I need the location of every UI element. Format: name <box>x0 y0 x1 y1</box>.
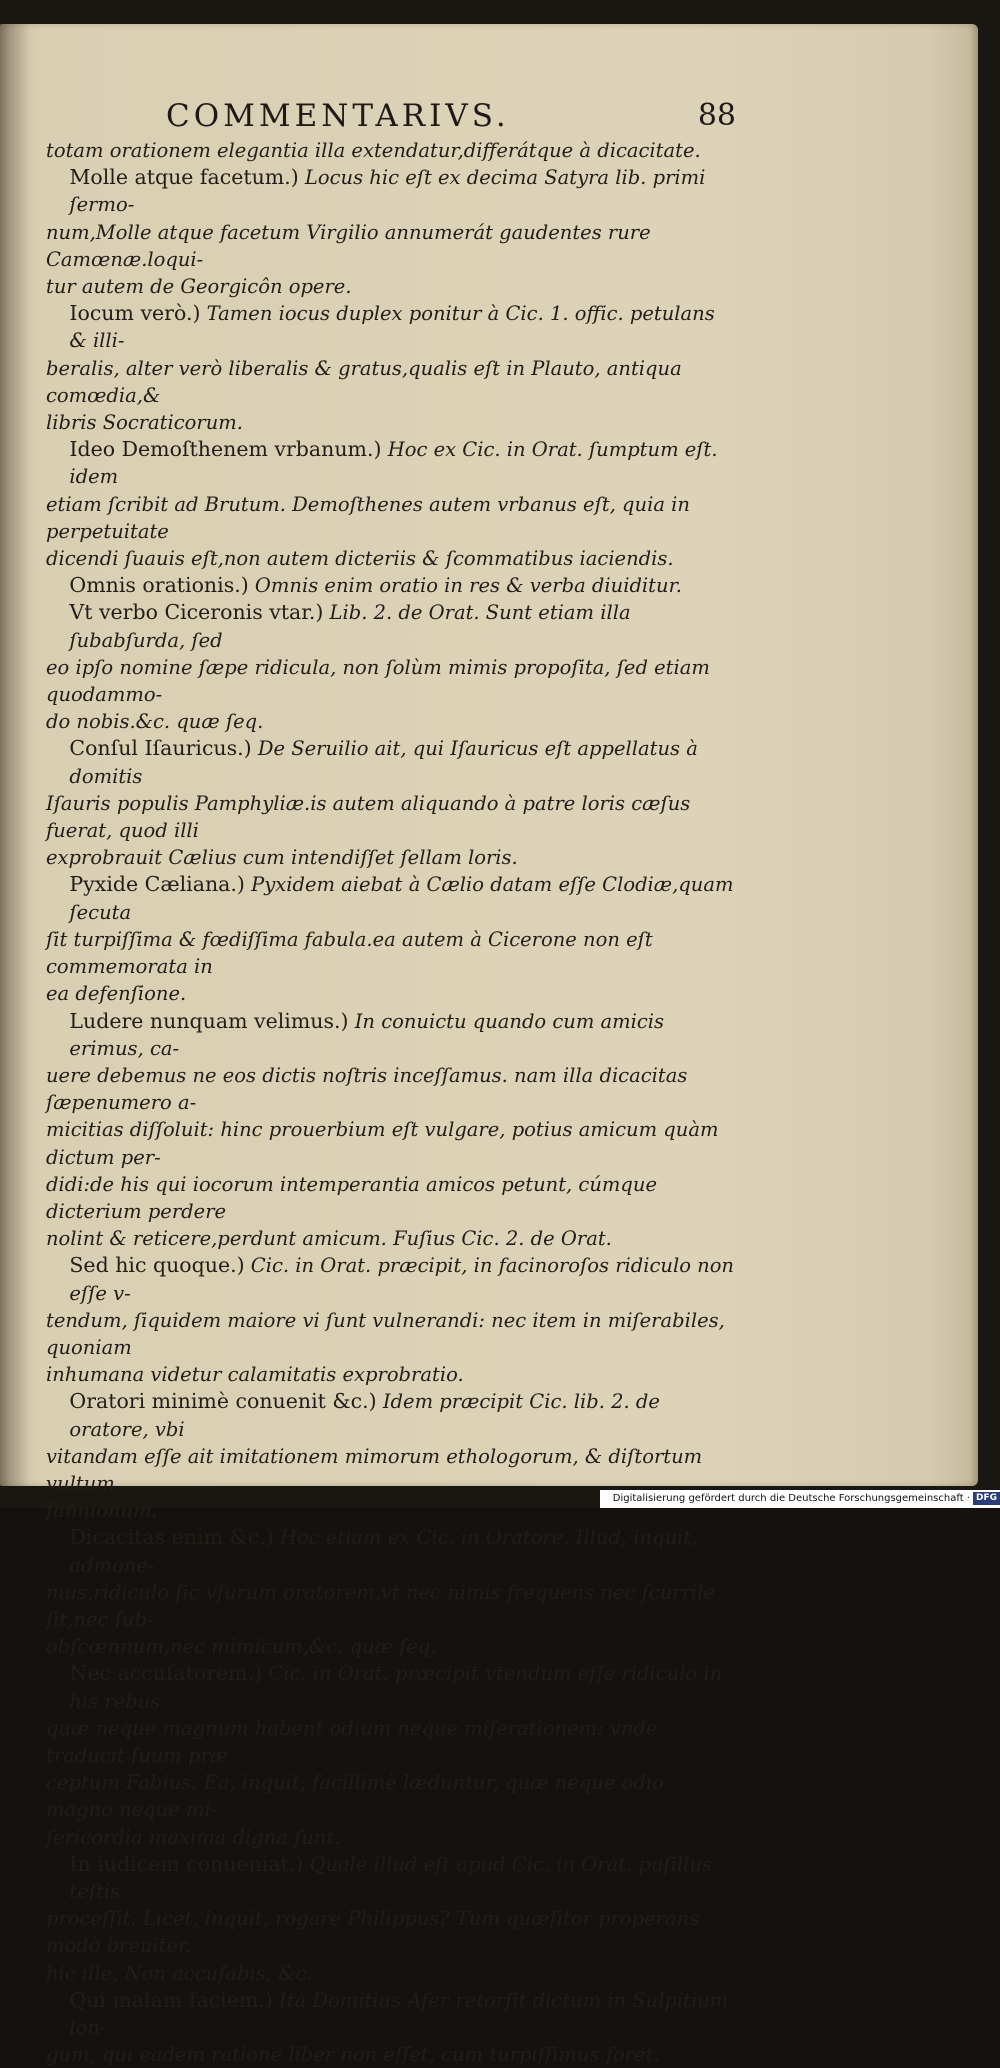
commentary: ea defenſione. <box>46 982 187 1006</box>
commentary: proceſſit. Licet, inquit, rogare Philippus? Tum quæſitor properans modò breuiter. <box>46 1907 700 1958</box>
lemma: Conſul Iſauricus.) <box>69 736 252 761</box>
text-line <box>46 273 736 300</box>
paragraph <box>46 599 736 735</box>
lemma: Vt verbo Ciceronis vtar.) <box>69 600 324 625</box>
paragraph <box>46 1660 736 1850</box>
text-line <box>46 1579 736 1633</box>
commentary: exprobrauit Cælius cum intendiſſet ſellam loris. <box>46 846 518 870</box>
text-line <box>46 1824 736 1851</box>
lemma: Iocum verò.) <box>69 301 201 326</box>
commentary: vitandam eſſe ait imitationem mimorum ethologorum, & diſtortum vultum <box>46 1444 703 1495</box>
text-line <box>46 708 736 735</box>
commentary: Ita Domitius Afer retorſit dictum in Sulpitium lon- <box>69 1988 729 2040</box>
text-line <box>46 1116 736 1170</box>
text-line <box>46 871 736 925</box>
paragraph <box>46 137 736 164</box>
paragraph <box>46 735 736 871</box>
lemma: Ideo Demoſthenem vrbanum.) <box>69 437 382 462</box>
commentary: hic ille, Non accuſabis, &c. <box>46 1961 313 1985</box>
commentary: beralis, alter verò liberalis & gratus,qualis eſt in Plauto, antiqua comœdia,& <box>46 356 682 407</box>
text-line <box>46 1361 736 1388</box>
commentary: eo ipſo nomine ſæpe ridicula, non ſolùm mimis propoſita, ſed etiam quodammo- <box>46 655 710 707</box>
text-line <box>46 1443 736 1497</box>
commentary: In conuictu quando cum amicis erimus, ca- <box>69 1009 665 1060</box>
text-line <box>46 1769 736 1823</box>
gutter-shadow <box>0 24 30 1486</box>
page-header <box>166 98 736 138</box>
paragraph <box>46 436 736 572</box>
commentary: obſcœnnum,nec mimicum,&c. quæ ſeq. <box>46 1635 437 1659</box>
running-title: COMMENTARIVS. <box>166 98 510 134</box>
commentary: micitias diſſoluit: hinc prouerbium eſt vulgare, potius amicum quàm dictum per- <box>46 1118 719 1169</box>
commentary: ſericordia maxima digna ſunt. <box>46 1825 341 1849</box>
text-line <box>46 2041 736 2068</box>
paragraph <box>46 1524 736 1660</box>
commentary: uere debemus ne eos dictis noſtris inceſſamus. nam illa dicacitas ſæpenumero a- <box>46 1063 688 1115</box>
commentary: etiam ſcribit ad Brutum. Demoſthenes autem vrbanus eſt, quia in perpetuitate <box>46 492 690 543</box>
text-line <box>46 790 736 844</box>
text-line <box>46 300 736 354</box>
lemma: Nec accuſatorem.) <box>69 1661 263 1686</box>
commentary: ceptum Fabius. Ea, inquit, facillimè læduntur, quæ neque odio magno neque mi- <box>46 1771 664 1822</box>
commentary: didi:de his qui iocorum intemperantia amicos petunt, cúmque dicterium perdere <box>46 1172 657 1223</box>
text-line <box>46 1905 736 1959</box>
text-line <box>46 926 736 980</box>
text-line <box>46 980 736 1007</box>
text-line <box>46 491 736 545</box>
lemma: Ludere nunquam velimus.) <box>69 1008 349 1033</box>
text-line <box>46 1987 736 2041</box>
paragraph <box>46 1851 736 1987</box>
commentary: nolint & reticere,perdunt amicum. Fuſius Cic. 2. de Orat. <box>46 1227 612 1251</box>
commentary: gum, qui eadem ratione liber non eſſet, cum turpiſſimus foret. <box>46 2043 660 2067</box>
commentary: Iſauris populis Pamphyliæ.is autem aliquando à patre loris cæſus fuerat, quod illi <box>46 791 691 843</box>
text-line <box>46 654 736 708</box>
text-line <box>46 844 736 871</box>
paragraph <box>46 164 736 300</box>
text-line <box>46 1388 736 1442</box>
text-line <box>46 1524 736 1578</box>
text-line <box>46 436 736 490</box>
paragraph <box>46 1008 736 1253</box>
lemma: Dicacitas enim &c.) <box>69 1525 274 1550</box>
commentary: inhumana videtur calamitatis exprobratio. <box>46 1363 464 1387</box>
commentary: Pyxidem aiebat à Cælio datam eſſe Clodiæ,quam ſecuta <box>69 873 734 924</box>
digitization-credit <box>600 1490 1000 1508</box>
text-line <box>46 1008 736 1062</box>
dfg-logo: DFG <box>973 1492 1000 1505</box>
paragraph <box>46 871 736 1007</box>
paragraph <box>46 1252 736 1388</box>
commentary: Idem præcipit Cic. lib. 2. de oratore, vbi <box>69 1390 660 1441</box>
commentary: do nobis.&c. quæ ſeq. <box>46 710 264 734</box>
lemma: Pyxide Cæliana.) <box>69 872 245 897</box>
page-number: 88 <box>697 98 736 133</box>
commentary: Lib. 2. de Orat. Sunt etiam illa ſubabſurda, ſed <box>69 601 631 652</box>
commentary: mus,ridiculo ſic vſurum oratorem,vt nec nimis frequens nec ſcurrile ſit,nec ſub- <box>46 1580 715 1631</box>
lemma: Oratori minimè conuenit &c.) <box>69 1389 377 1414</box>
paragraph <box>46 300 736 436</box>
commentary: Omnis enim oratio in res & verba diuiditur. <box>248 574 682 598</box>
lemma: Omnis orationis.) <box>69 573 249 598</box>
text-line <box>46 219 736 273</box>
commentary: tendum, ſiquidem maiore vi ſunt vulnerandi: nec item in miſerabiles, quoniam <box>46 1308 725 1359</box>
commentary: ſit turpiſſima & fœdiſſima fabula.ea autem à Cicerone non eſt commemorata in <box>46 927 653 979</box>
text-line <box>46 355 736 409</box>
commentary: quæ neque magnum habent odium neque miſerationem: vnde traducit ſuum præ <box>46 1716 658 1767</box>
commentary: ſannionum. <box>46 1499 158 1523</box>
commentary: Hoc ex Cic. in Orat. ſumptum eſt. idem <box>69 438 718 489</box>
commentary: Hoc etiam ex Cic. in Oratore. Illud, inquit, admone- <box>69 1526 698 1577</box>
text-line <box>46 1660 736 1714</box>
text-line <box>46 599 736 653</box>
commentary: Locus hic eſt ex decima Satyra lib. primi ſermo- <box>69 166 706 217</box>
text-line <box>46 1062 736 1116</box>
commentary: Tamen iocus duplex ponitur à Cic. 1. offic. petulans & illi- <box>69 302 715 353</box>
text-line <box>46 1851 736 1905</box>
commentary: libris Socraticorum. <box>46 411 243 435</box>
paragraph <box>46 1987 736 2068</box>
commentary: De Seruilio ait, qui Iſauricus eſt appellatus à domitis <box>69 737 698 788</box>
text-line <box>46 545 736 572</box>
text-line <box>46 1960 736 1987</box>
text-line <box>46 1633 736 1660</box>
commentary: Cic. in Orat. præcipit vtendum eſſe ridiculo in his rebus <box>69 1662 723 1713</box>
text-line <box>46 1252 736 1306</box>
commentary: tur autem de Georgicôn opere. <box>46 275 352 299</box>
commentary: Cic. in Orat. præcipit, in facinoroſos ridiculo non eſſe v- <box>69 1254 734 1305</box>
lemma: Molle atque facetum.) <box>69 165 299 190</box>
text-line <box>46 572 736 599</box>
text-line <box>46 164 736 218</box>
commentary-text <box>46 137 736 2068</box>
text-line <box>46 1225 736 1252</box>
text-line <box>46 409 736 436</box>
commentary: num,Molle atque facetum Virgilio annumerát gaudentes rure Camœnæ.loqui- <box>46 220 651 271</box>
text-line <box>46 1307 736 1361</box>
paragraph <box>46 572 736 599</box>
text-line <box>46 137 736 164</box>
commentary: totam orationem elegantia illa extendatur,differátque à dicacitate. <box>46 139 701 162</box>
text-line <box>46 1171 736 1225</box>
text-line <box>46 1715 736 1769</box>
lemma: Sed hic quoque.) <box>69 1253 245 1278</box>
lemma: In iudicem conueniat.) <box>69 1851 304 1876</box>
commentary: Quale illud eſt apud Cic. in Orat. puſillus teſtis <box>69 1852 712 1903</box>
lemma: Qui malam faciem.) <box>69 1987 273 2012</box>
text-line <box>46 735 736 789</box>
commentary: dicendi ſuauis eſt,non autem dicteriis & ſcommatibus iaciendis. <box>46 547 674 571</box>
credit-text: Digitalisierung gefördert durch die Deutsche Forschungsgemeinschaft · <box>612 1493 970 1504</box>
